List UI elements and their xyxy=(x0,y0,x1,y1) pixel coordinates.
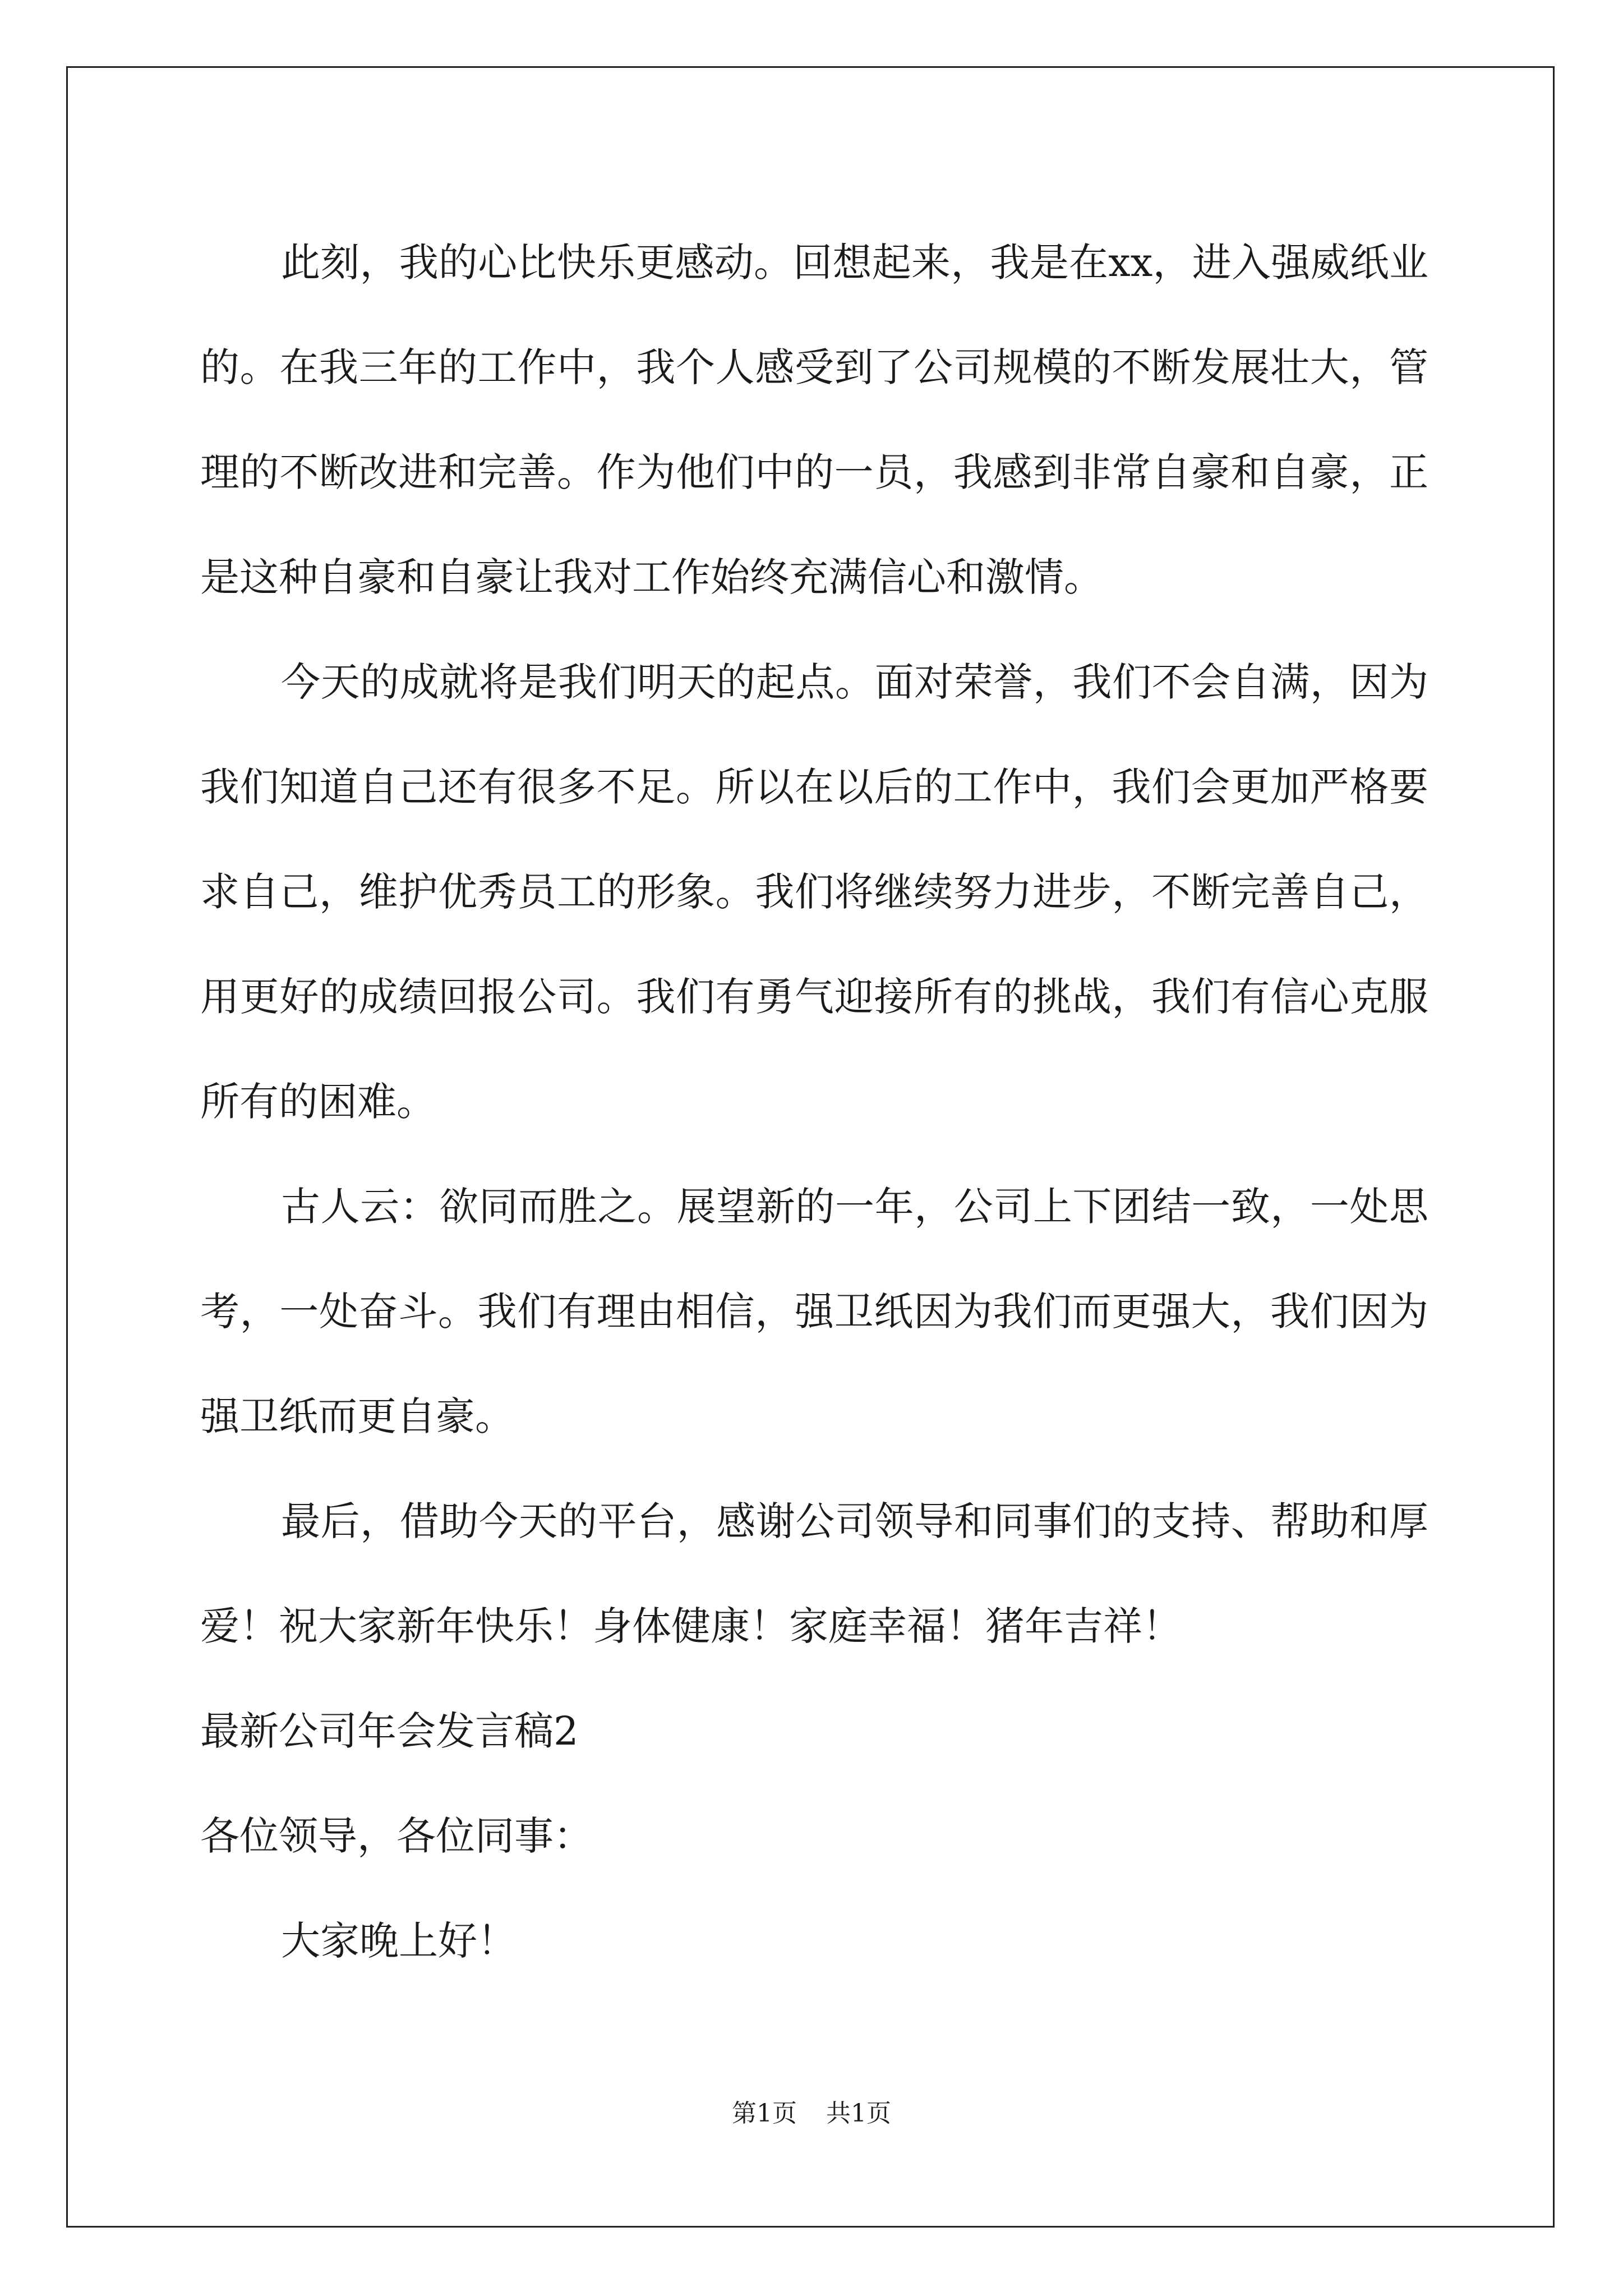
body-paragraph: 最后，借助今天的平台，感谢公司领导和同事们的支持、帮助和厚爱！祝大家新年快乐！身体健康！家庭幸福！猪年吉祥！ xyxy=(200,1498,1428,1649)
body-paragraph: 此刻，我的心比快乐更感动。回想起来，我是在xx，进入强威纸业的。在我三年的工作中，我个人感受到了公司规模的不断发展壮大，管理的不断改进和完善。作为他们中的一员，我感到非常自豪和自豪，正是这种自豪和自豪让我对工作始终充满信心和激情。 xyxy=(200,240,1428,600)
body-paragraph: 今天的成就将是我们明天的起点。面对荣誉，我们不会自满，因为我们知道自己还有很多不足。所以在以后的工作中，我们会更加严格要求自己，维护优秀员工的形象。我们将继续努力进步，不断完善自己，用更好的成绩回报公司。我们有勇气迎接所有的挑战，我们有信心克服所有的困难。 xyxy=(200,659,1428,1125)
salutation: 各位领导，各位同事： xyxy=(200,1813,593,1859)
body-paragraph: 古人云：欲同而胜之。展望新的一年，公司上下团结一致，一处思考，一处奋斗。我们有理由相信，强卫纸因为我们而更强大，我们因为强卫纸而更自豪。 xyxy=(200,1184,1428,1439)
greeting: 大家晚上好！ xyxy=(281,1918,517,1964)
section-title: 最新公司年会发言稿2 xyxy=(200,1708,579,1754)
page-number: 第1页 xyxy=(732,2099,797,2128)
page-footer xyxy=(0,2097,1623,2131)
page-total: 共1页 xyxy=(826,2099,891,2128)
document-body xyxy=(200,210,1428,1994)
